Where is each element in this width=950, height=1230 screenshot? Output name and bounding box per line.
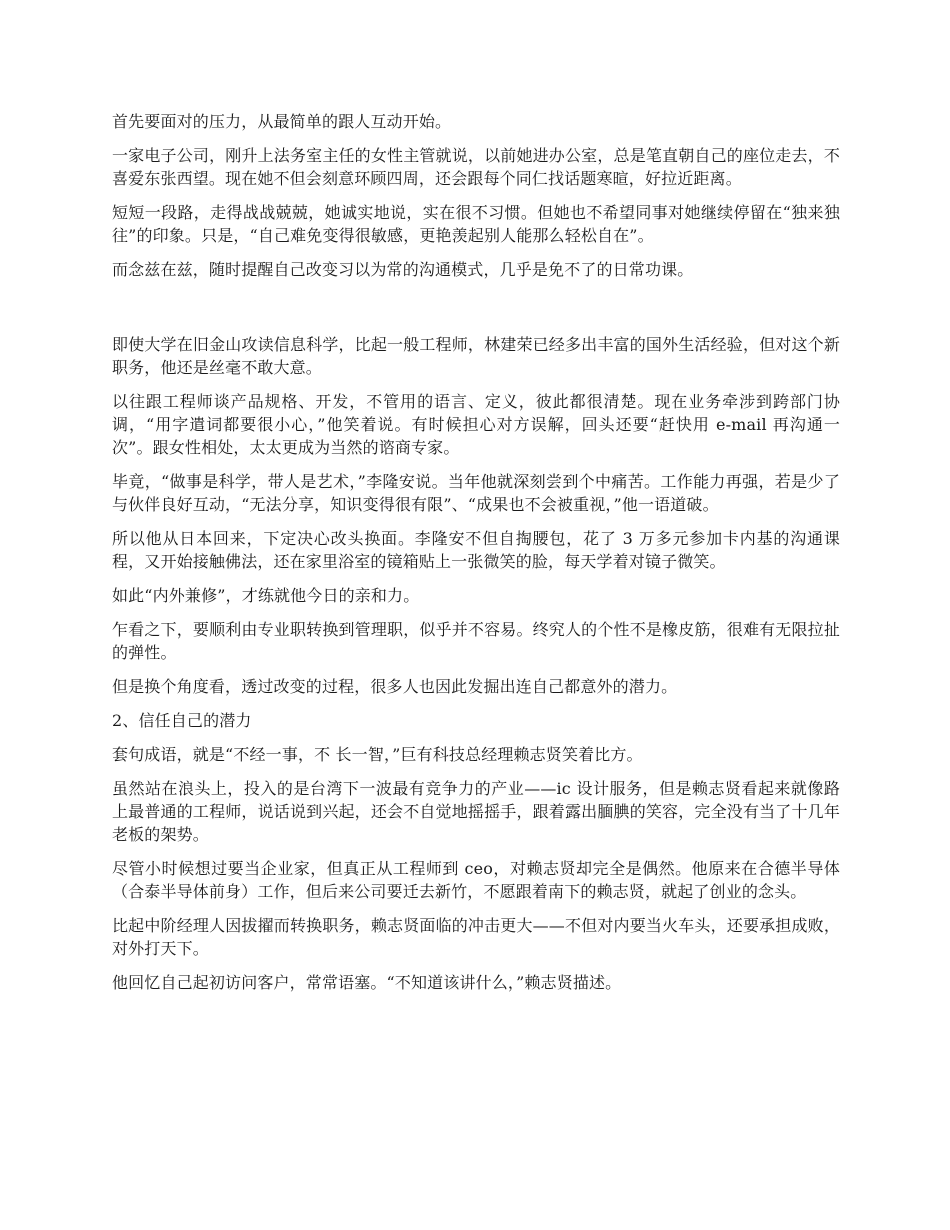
paragraph: 尽管小时候想过要当企业家，但真正从工程师到 ceo，对赖志贤却完全是偶然。他原来在合德半导体（合泰半导体前身）工作，但后来公司要迁去新竹，不愿跟着南下的赖志贤，就起了创业的念头。: [112, 859, 840, 901]
paragraph: 套句成语，就是“不经一事，不 长一智，”巨有科技总经理赖志贤笑着比方。: [112, 745, 643, 764]
paragraph: 以往跟工程师谈产品规格、开发，不管用的语言、定义，彼此都很清楚。现在业务牵涉到跨部门协调，“用字遣词都要很小心，”他笑着说。有时候担心对方误解，回头还要“赶快用 e-mail 再沟通一次”。跟女性相处，太太更成为当然的谘商专家。: [112, 392, 840, 457]
section-heading: 2、信任自己的潜力: [112, 711, 252, 730]
paragraph: 他回忆自己起初访问客户，常常语塞。“不知道该讲什么，”赖志贤描述。: [112, 973, 622, 992]
paragraph: 但是换个角度看，透过改变的过程，很多人也因此发掘出连自己都意外的潜力。: [112, 677, 678, 696]
paragraph: 即使大学在旧金山攻读信息科学，比起一般工程师，林建荣已经多出丰富的国外生活经验，但对这个新职务，他还是丝毫不敢大意。: [112, 335, 840, 377]
paragraph: 所以他从日本回来，下定决心改头换面。李隆安不但自掏腰包，花了 3 万多元参加卡内基的沟通课程，又开始接触佛法，还在家里浴室的镜箱贴上一张微笑的脸，每天学着对镜子微笑。: [112, 529, 840, 571]
paragraph: 而念兹在兹，随时提醒自己改变习以为常的沟通模式，几乎是免不了的日常功课。: [112, 260, 694, 279]
paragraph: 首先要面对的压力，从最简单的跟人互动开始。: [112, 112, 452, 131]
paragraph: 比起中阶经理人因拔擢而转换职务，赖志贤面临的冲击更大——不但对内要当火车头，还要承担成败，对外打天下。: [112, 916, 840, 958]
paragraph: 短短一段路，走得战战兢兢，她诚实地说，实在很不习惯。但她也不希望同事对她继续停留在“独来独往”的印象。只是，“自己难免变得很敏感，更艳羡起别人能那么轻松自在”。: [112, 203, 840, 245]
paragraph: 乍看之下，要顺利由专业职转换到管理职，似乎并不容易。终究人的个性不是橡皮筋，很难有无限拉扯的弹性。: [112, 620, 840, 662]
document-body: [112, 110, 840, 1005]
paragraph: 如此“内外兼修”，才练就他今日的亲和力。: [112, 586, 420, 605]
paragraph: 虽然站在浪头上，投入的是台湾下一波最有竞争力的产业——ic 设计服务，但是赖志贤看起来就像路上最普通的工程师，说话说到兴起，还会不自觉地摇摇手，跟着露出腼腆的笑容，完全没有当了十几年老板的架势。: [112, 779, 840, 844]
paragraph: 毕竟，“做事是科学，带人是艺术，”李隆安说。当年他就深刻尝到个中痛苦。工作能力再强，若是少了与伙伴良好互动，“无法分享，知识变得很有限”、“成果也不会被重视，”他一语道破。: [112, 472, 840, 514]
paragraph: 一家电子公司，刚升上法务室主任的女性主管就说，以前她进办公室，总是笔直朝自己的座位走去，不喜爱东张西望。现在她不但会刻意环顾四周，还会跟每个同仁找话题寒暄，好拉近距离。: [112, 146, 840, 188]
blank-gap: [112, 292, 840, 333]
